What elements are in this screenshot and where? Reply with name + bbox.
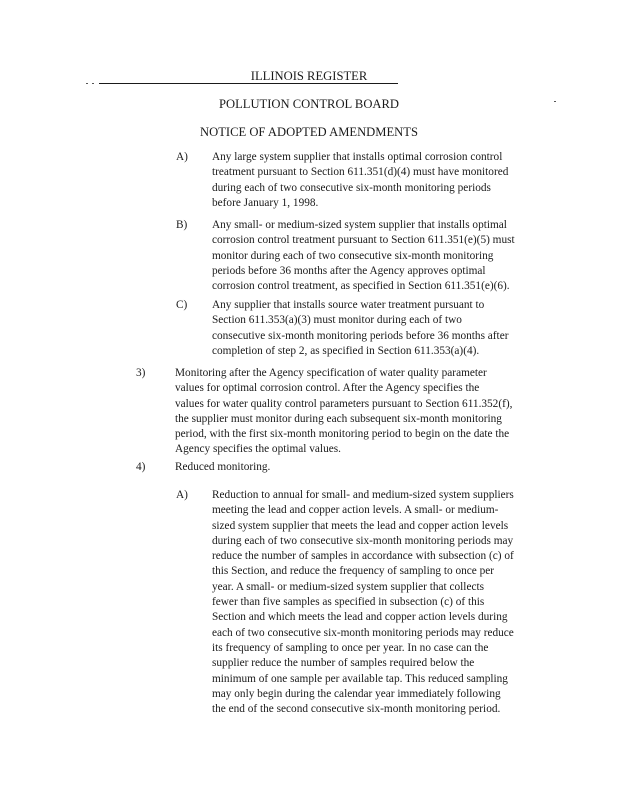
paragraph-line: Agency specifies the optimal values. xyxy=(175,443,341,456)
paragraph-line: its frequency of sampling to once per year. In no case can the xyxy=(212,641,489,654)
item-4-heading xyxy=(175,460,270,475)
header-rule xyxy=(99,83,398,84)
paragraph-line: Section and which meets the lead and copper action levels during xyxy=(212,611,508,624)
paragraph-line: completion of step 2, as specified in Section 611.353(a)(4). xyxy=(212,344,480,357)
board-title: POLLUTION CONTROL BOARD xyxy=(218,97,400,111)
paragraph-line: each of two consecutive six-month monitoring periods may reduce xyxy=(212,626,514,639)
paragraph-line: treatment pursuant to Section 611.351(d)(4) must have monitored xyxy=(212,166,509,179)
item-b-paragraph xyxy=(212,218,515,294)
paragraph-line: fewer than five samples as specified in subsection (c) of this xyxy=(212,596,485,609)
item-c-paragraph xyxy=(212,298,508,359)
paragraph-line: Reduction to annual for small- and medium-sized system suppliers xyxy=(212,489,514,501)
paragraph-line: values for optimal corrosion control. After the Agency specifies the xyxy=(175,382,480,395)
notice-title: NOTICE OF ADOPTED AMENDMENTS xyxy=(200,125,418,139)
item-3-label: 3) xyxy=(136,367,146,379)
item-a-paragraph xyxy=(212,150,508,211)
register-title: ILLINOIS REGISTER xyxy=(250,69,368,83)
paragraph-line: the supplier must monitor during each subsequent six-month monitoring xyxy=(175,412,502,425)
paragraph-line: values for water quality control parameters pursuant to Section 611.352(f), xyxy=(175,397,513,410)
margin-speck xyxy=(554,101,556,102)
paragraph-line: meeting the lead and copper action levels. A small- or medium- xyxy=(212,504,499,517)
paragraph-line: sized system supplier that meets the lead and copper action levels xyxy=(212,519,509,532)
paragraph-line: consecutive six-month monitoring periods before 36 months after xyxy=(212,329,509,342)
item-3-paragraph xyxy=(175,366,512,458)
paragraph-line: reduce the number of samples in accordance with subsection (c) of xyxy=(212,550,514,563)
paragraph-line: the end of the second consecutive six-month monitoring period. xyxy=(212,703,501,716)
paragraph-line: corrosion control treatment, as specified in Section 611.351(e)(6). xyxy=(212,280,510,293)
paragraph-line: Monitoring after the Agency specification of water quality parameter xyxy=(175,367,487,379)
item-4-label: 4) xyxy=(136,461,146,473)
paragraph-line: Any small- or medium-sized system supplier that installs optimal xyxy=(212,219,507,231)
header-scan-mark-left-2 xyxy=(92,83,94,84)
paragraph-line: corrosion control treatment pursuant to Section 611.351(e)(5) must xyxy=(212,234,515,247)
paragraph-line: during each of two consecutive six-month monitoring periods xyxy=(212,181,491,194)
item-c-label: C) xyxy=(176,299,188,311)
paragraph-line: periods before 36 months after the Agency approves optimal xyxy=(212,264,486,277)
item-b-label: B) xyxy=(176,219,188,231)
paragraph-line: supplier reduce the number of samples required below the xyxy=(212,657,475,670)
header-scan-mark-left xyxy=(86,83,88,84)
paragraph-line: monitor during each of two consecutive six-month monitoring xyxy=(212,249,494,262)
item-4a-paragraph xyxy=(212,488,514,717)
item-4a-label: A) xyxy=(176,489,188,501)
paragraph-line: before January 1, 1998. xyxy=(212,196,319,209)
paragraph-line: this Section, and reduce the frequency of sampling to once per xyxy=(212,565,495,578)
paragraph-line: Any supplier that installs source water treatment pursuant to xyxy=(212,299,485,311)
paragraph-line: Section 611.353(a)(3) must monitor during each of two xyxy=(212,314,462,327)
paragraph-line: year. A small- or medium-sized system supplier that collects xyxy=(212,580,485,593)
paragraph-line: Any large system supplier that installs optimal corrosion control xyxy=(212,151,503,163)
paragraph-line: minimum of one sample per available tap. This reduced sampling xyxy=(212,672,508,685)
paragraph-line: during each of two consecutive six-month monitoring periods may xyxy=(212,534,514,547)
paragraph-line: Reduced monitoring. xyxy=(175,461,271,473)
paragraph-line: period, with the first six-month monitoring period to begin on the date the xyxy=(175,428,510,441)
item-a-label: A) xyxy=(176,151,188,163)
paragraph-line: may only begin during the calendar year immediately following xyxy=(212,687,501,700)
